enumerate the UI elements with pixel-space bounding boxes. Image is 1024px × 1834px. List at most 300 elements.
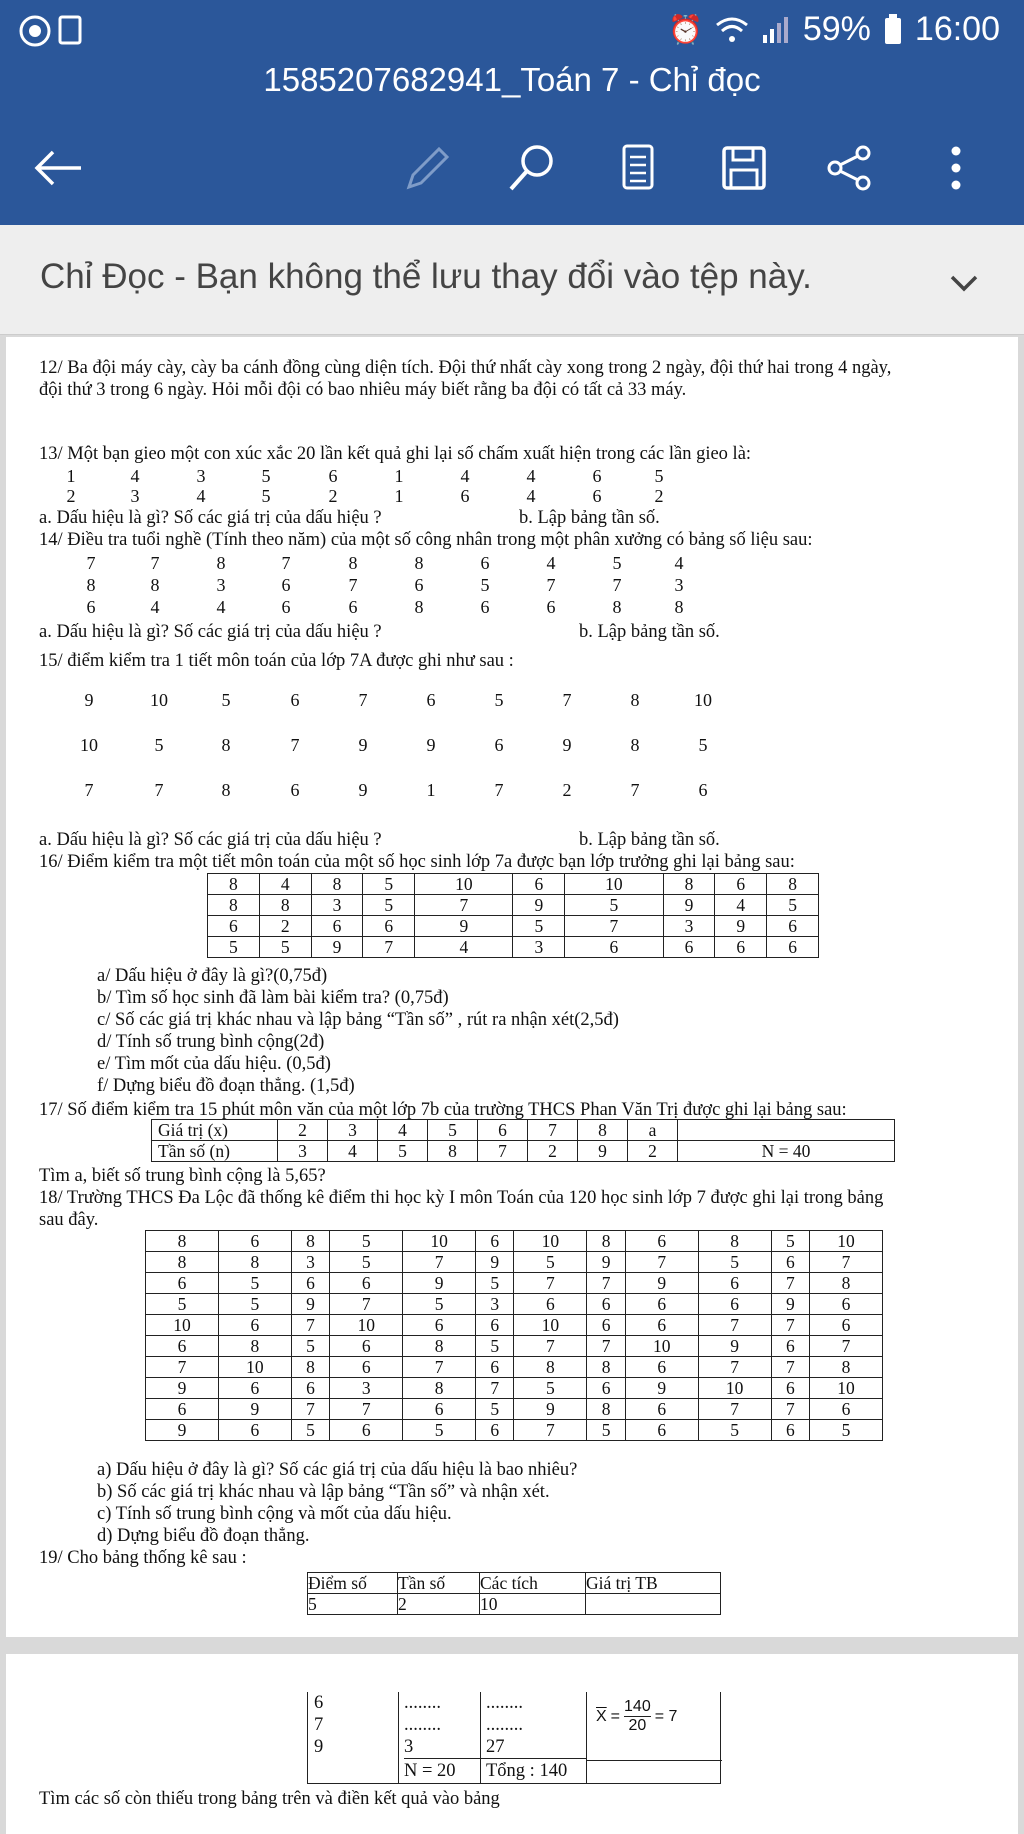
grid-value: 6 [480,597,490,617]
table-cell: 9 [514,1399,587,1420]
grid-value: 1 [394,466,404,486]
table-cell: 5 [565,895,663,916]
question-item: a) Dấu hiệu ở đây là gì? Số các giá trị của dấu hiệu là bao nhiêu? [97,1460,578,1480]
table-cell: 7 [587,1273,625,1294]
table-cell: 5 [428,1120,478,1141]
table-cell: 5 [291,1420,329,1441]
question-item: d/ Tính số trung bình cộng(2đ) [97,1032,325,1052]
grid-value: 6 [86,597,96,617]
table-cell: 7 [528,1120,578,1141]
grid-value: 4 [546,553,556,573]
table-cell: 9 [625,1378,698,1399]
table-cell: 6 [565,937,663,958]
table-cell: 8 [767,874,819,895]
q18-line2: sau đây. [39,1210,99,1230]
q13-part-a: a. Dấu hiệu là gì? Số các giá trị của dấu hiệu ? [39,508,382,528]
grid-value: 8 [674,597,684,617]
q17-question: Tìm a, biết số trung bình cộng là 5,65? [39,1166,326,1186]
grid-value: 7 [358,690,368,710]
grid-value: 7 [612,575,622,595]
table-cell: 8 [291,1357,329,1378]
table-cell: 9 [415,916,513,937]
status-left-icons [18,14,88,55]
table-cell: 9 [715,916,767,937]
table-cell: 9 [403,1273,476,1294]
grid-value: 6 [546,597,556,617]
grid-value: 2 [66,486,76,506]
table-cell: 7 [330,1399,403,1420]
reading-view-icon [618,143,658,193]
grid-value: 4 [216,597,226,617]
grid-value: 7 [86,553,96,573]
table-cell: 6 [403,1399,476,1420]
table-cell: 6 [218,1231,291,1252]
battery-icon [883,14,903,46]
table-cell: 5 [403,1294,476,1315]
grid-value: 8 [221,780,231,800]
table-cell: 9 [146,1420,219,1441]
q19-total-n: N = 20 [404,1761,456,1781]
grid-value: 6 [494,735,504,755]
q15-text: 15/ điểm kiểm tra 1 tiết môn toán của lớp 7A được ghi như sau : [39,651,514,671]
q14-text: 14/ Điều tra tuổi nghề (Tính theo năm) của một số công nhân trong một phân xưởng có bảng số liệu sau: [39,530,813,550]
table-cell: 5 [476,1273,514,1294]
grid-value: 3 [216,575,226,595]
table-cell: 7 [587,1336,625,1357]
question-item: c/ Số các giá trị khác nhau và lập bảng “Tần số” , rút ra nhận xét(2,5đ) [97,1010,619,1030]
table-cell: 9 [587,1252,625,1273]
q19-question: Tìm các số còn thiếu trong bảng trên và điền kết quả vào bảng [39,1789,500,1809]
grid-value: 5 [654,466,664,486]
share-icon [825,143,875,193]
notification-icons [18,14,88,48]
q19-col-tb: Giá trị TB [586,1573,721,1594]
grid-value: 6 [348,597,358,617]
grid-value: 4 [526,466,536,486]
more-options-button[interactable] [926,138,986,198]
wifi-icon [715,15,749,45]
table-cell: 7 [403,1252,476,1273]
table-cell: 5 [218,1273,291,1294]
grid-value: 4 [526,486,536,506]
table-cell: 6 [291,1378,329,1399]
table-cell: 5 [208,937,260,958]
table-cell: 6 [810,1399,883,1420]
table-cell: 5 [476,1336,514,1357]
read-only-banner [0,225,1024,335]
search-button[interactable] [502,138,562,198]
edit-button[interactable] [396,138,456,198]
table-cell: 3 [291,1252,329,1273]
grid-value: 4 [196,486,206,506]
q14-part-b: b. Lập bảng tần số. [579,622,720,642]
table-cell: 7 [771,1357,809,1378]
table-cell: 4 [328,1141,378,1162]
formula-numerator: 140 [624,1698,651,1715]
grid-value: 6 [480,553,490,573]
grid-value: 8 [150,575,160,595]
table-cell: 9 [513,895,565,916]
grid-value: 10 [150,690,168,710]
q19-r1c4 [586,1594,721,1615]
table-cell: 6 [698,1294,771,1315]
q19-col-tich: Các tích [480,1573,586,1594]
table-cell: 6 [330,1420,403,1441]
q19-col-diem: Điểm số [308,1573,398,1594]
grid-value: 8 [630,690,640,710]
q19-r1c1: 5 [308,1594,398,1615]
table-cell: 7 [478,1141,528,1162]
table-cell: 6 [625,1357,698,1378]
q19-col-tanso: Tần số [398,1573,480,1594]
table-cell: 7 [291,1399,329,1420]
table-cell: 10 [625,1336,698,1357]
grid-value: 9 [358,735,368,755]
grid-value: 8 [216,553,226,573]
table-cell: 6 [625,1420,698,1441]
table-cell: 7 [771,1399,809,1420]
table-cell: 8 [698,1231,771,1252]
table-cell: 10 [218,1357,291,1378]
q13-part-b: b. Lập bảng tần số. [519,508,660,528]
table-cell: 10 [810,1231,883,1252]
table-cell: 7 [476,1378,514,1399]
table-cell: 8 [259,895,311,916]
q19-r1c2: 2 [398,1594,480,1615]
q16-table [207,873,819,958]
grid-value: 10 [694,690,712,710]
table-cell: 6 [146,1336,219,1357]
table-cell: 5 [291,1336,329,1357]
table-cell: 7 [565,916,663,937]
table-cell: 10 [514,1315,587,1336]
grid-value: 7 [154,780,164,800]
table-cell: 7 [403,1357,476,1378]
table-cell: 10 [415,874,513,895]
table-cell: 3 [311,895,363,916]
table-cell: 6 [476,1420,514,1441]
grid-value: 6 [592,486,602,506]
q12-line1: 12/ Ba đội máy cày, cày ba cánh đồng cùng diện tích. Đội thứ nhất cày xong trong 2 ngày, đội thứ hai trong 4 ngày, [39,358,892,378]
save-button[interactable] [714,138,774,198]
grid-value: 6 [328,466,338,486]
formula-denominator: 20 [628,1717,647,1734]
table-cell: 8 [208,895,260,916]
table-cell: 7 [771,1273,809,1294]
grid-value: 8 [86,575,96,595]
table-cell: 5 [363,874,415,895]
table-cell: 5 [514,1378,587,1399]
table-cell: a [628,1120,678,1141]
table-cell: 10 [698,1378,771,1399]
grid-value: 5 [261,466,271,486]
question-item: f/ Dựng biểu đồ đoạn thẳng. (1,5đ) [97,1076,355,1096]
q19-diem-7: 7 [314,1715,324,1735]
grid-value: 8 [612,597,622,617]
table-cell: 5 [146,1294,219,1315]
table-cell: 8 [587,1399,625,1420]
table-cell: 2 [259,916,311,937]
document-title: 1585207682941_Toán 7 - Chỉ đọc [0,60,1024,110]
table-cell: 6 [311,916,363,937]
table-cell: 9 [311,937,363,958]
pencil-icon [401,143,451,193]
table-cell: 7 [514,1420,587,1441]
q18-questions [97,1459,577,1547]
table-cell: 2 [278,1120,328,1141]
table-cell: 7 [771,1315,809,1336]
table-cell: 6 [767,937,819,958]
clock: 16:00 [914,10,1000,48]
table-cell: 6 [587,1315,625,1336]
table-cell: 6 [767,916,819,937]
table-cell: 6 [625,1231,698,1252]
table-cell: 8 [428,1141,478,1162]
grid-value: 2 [562,780,572,800]
grid-value: 5 [154,735,164,755]
q16-questions [97,965,619,1097]
table-cell: 6 [810,1294,883,1315]
grid-value: 7 [290,735,300,755]
table-cell: 9 [146,1378,219,1399]
q12-line2: đội thứ 3 trong 6 ngày. Hỏi mỗi đội có bao nhiêu máy biết rằng ba đội có tất cả 33 máy. [39,380,687,400]
grid-value: 6 [414,575,424,595]
grid-value: 3 [130,486,140,506]
table-cell: 9 [771,1294,809,1315]
table-cell: 8 [663,874,715,895]
table-cell: 9 [578,1141,628,1162]
table-cell: 5 [218,1294,291,1315]
q15-part-a: a. Dấu hiệu là gì? Số các giá trị của dấu hiệu ? [39,830,382,850]
q19-r1c3: 10 [480,1594,586,1615]
grid-value: 7 [348,575,358,595]
grid-value: 9 [358,780,368,800]
table-cell: 3 [328,1120,378,1141]
table-cell: 6 [625,1294,698,1315]
q15-part-b: b. Lập bảng tần số. [579,830,720,850]
table-cell: 6 [218,1420,291,1441]
table-cell: 6 [771,1336,809,1357]
table-cell: 4 [415,937,513,958]
table-cell: 5 [587,1420,625,1441]
document-page [6,337,1018,1637]
table-cell: 8 [218,1252,291,1273]
table-cell: 6 [218,1315,291,1336]
search-icon [507,143,557,193]
table-cell: 9 [476,1252,514,1273]
table-cell: 6 [478,1120,528,1141]
grid-value: 7 [630,780,640,800]
grid-value: 7 [562,690,572,710]
grid-value: 8 [221,735,231,755]
q19-tong: Tổng : 140 [486,1761,568,1781]
table-cell: 6 [698,1273,771,1294]
question-item: b) Số các giá trị khác nhau và lập bảng “Tần số” và nhận xét. [97,1482,550,1502]
table-cell: Tần số (n) [152,1141,278,1162]
share-button[interactable] [820,138,880,198]
formula-result: = 7 [654,1707,678,1725]
grid-value: 9 [426,735,436,755]
back-arrow-icon [33,148,83,188]
table-cell: 7 [698,1315,771,1336]
q19-tich-27: 27 [486,1737,505,1757]
grid-value: 6 [592,466,602,486]
table-cell: 6 [513,874,565,895]
grid-value: 9 [84,690,94,710]
table-cell: 9 [291,1294,329,1315]
table-cell: 8 [578,1120,628,1141]
table-cell [678,1120,895,1141]
table-cell: 7 [291,1315,329,1336]
banner-expand-button[interactable] [944,263,984,303]
grid-value: 6 [460,486,470,506]
table-cell: 9 [698,1336,771,1357]
table-cell: 2 [528,1141,578,1162]
q19-tanso-blank1: ........ [404,1693,441,1713]
table-cell: 5 [476,1399,514,1420]
table-cell: 7 [514,1336,587,1357]
grid-value: 9 [562,735,572,755]
table-cell: Giá trị (x) [152,1120,278,1141]
table-cell: N = 40 [678,1141,895,1162]
status-bar [0,0,1024,60]
grid-value: 4 [674,553,684,573]
table-cell: 3 [278,1141,328,1162]
table-cell: 3 [476,1294,514,1315]
table-cell: 7 [514,1273,587,1294]
table-cell: 10 [146,1315,219,1336]
grid-value: 1 [394,486,404,506]
question-item: d) Dựng biểu đồ đoạn thẳng. [97,1526,310,1546]
q19-tich-blank1: ........ [486,1693,523,1713]
q17-text: 17/ Số điểm kiểm tra 15 phút môn văn của một lớp 7b của trường THCS Phan Văn Trị được ghi lại bảng sau: [39,1100,847,1120]
table-cell: 7 [146,1357,219,1378]
reading-view-button[interactable] [608,138,668,198]
grid-value: 6 [426,690,436,710]
table-cell: 8 [218,1336,291,1357]
table-cell: 6 [514,1294,587,1315]
table-cell: 5 [330,1252,403,1273]
grid-value: 3 [674,575,684,595]
table-cell: 7 [415,895,513,916]
table-cell: 2 [628,1141,678,1162]
table-cell: 6 [208,916,260,937]
table-cell: 3 [513,937,565,958]
table-cell: 6 [771,1252,809,1273]
table-cell: 6 [771,1378,809,1399]
table-cell: 4 [715,895,767,916]
table-cell: 8 [514,1357,587,1378]
table-cell: 8 [146,1252,219,1273]
q13-text: 13/ Một bạn gieo một con xúc xắc 20 lần kết quả ghi lại số chấm xuất hiện trong các lần gieo là: [39,444,752,464]
table-cell: 8 [208,874,260,895]
grid-value: 8 [414,553,424,573]
table-cell: 6 [715,937,767,958]
table-cell: 5 [698,1252,771,1273]
table-cell: 8 [403,1378,476,1399]
grid-value: 1 [66,466,76,486]
table-cell: 5 [767,895,819,916]
table-cell: 7 [330,1294,403,1315]
table-cell: 6 [403,1315,476,1336]
table-cell: 8 [587,1357,625,1378]
table-cell: 5 [514,1252,587,1273]
table-cell: 5 [513,916,565,937]
table-cell: 5 [403,1420,476,1441]
q19-tanso-3: 3 [404,1737,414,1757]
table-cell: 8 [311,874,363,895]
table-cell: 6 [625,1399,698,1420]
q19-diem-6: 6 [314,1693,324,1713]
table-cell: 6 [330,1336,403,1357]
table-cell: 6 [625,1315,698,1336]
grid-value: 10 [80,735,98,755]
table-cell: 8 [810,1357,883,1378]
save-icon [719,143,769,193]
grid-value: 7 [150,553,160,573]
grid-value: 2 [328,486,338,506]
grid-value: 8 [630,735,640,755]
table-cell: 9 [218,1399,291,1420]
table-cell: 6 [587,1294,625,1315]
question-item: b/ Tìm số học sinh đã làm bài kiểm tra? (0,75đ) [97,988,449,1008]
grid-value: 4 [150,597,160,617]
table-cell: 5 [771,1231,809,1252]
grid-value: 6 [290,690,300,710]
table-cell: 5 [363,895,415,916]
document-page-2 [6,1654,1018,1834]
read-only-message: Chỉ Đọc - Bạn không thể lưu thay đổi vào tệp này. [40,257,812,296]
table-cell: 10 [565,874,663,895]
grid-value: 6 [281,597,291,617]
table-cell: 6 [476,1231,514,1252]
back-button[interactable] [28,138,88,198]
table-cell: 10 [403,1231,476,1252]
table-cell: 7 [810,1252,883,1273]
table-cell: 5 [810,1420,883,1441]
grid-value: 2 [654,486,664,506]
alarm-icon: ⏰ [667,14,703,45]
chevron-down-icon [944,263,984,303]
q19-diem-9: 9 [314,1737,324,1757]
table-cell: 6 [218,1378,291,1399]
grid-value: 5 [612,553,622,573]
table-cell: 6 [810,1315,883,1336]
table-cell: 4 [259,874,311,895]
table-cell: 5 [330,1231,403,1252]
table-cell: 3 [663,916,715,937]
more-vertical-icon [946,143,966,193]
grid-value: 4 [130,466,140,486]
grid-value: 7 [84,780,94,800]
table-cell: 7 [810,1336,883,1357]
grid-value: 8 [414,597,424,617]
signal-icon [761,15,791,45]
grid-value: 7 [546,575,556,595]
table-cell: 6 [330,1273,403,1294]
q19-table-continued [307,1692,721,1784]
table-cell: 9 [625,1273,698,1294]
grid-value: 6 [698,780,708,800]
table-cell: 6 [715,874,767,895]
grid-value: 3 [196,466,206,486]
table-cell: 6 [476,1357,514,1378]
table-cell: 5 [259,937,311,958]
question-item: e/ Tìm mốt của dấu hiệu. (0,5đ) [97,1054,331,1074]
table-cell: 9 [663,895,715,916]
grid-value: 5 [480,575,490,595]
table-cell: 6 [587,1378,625,1399]
